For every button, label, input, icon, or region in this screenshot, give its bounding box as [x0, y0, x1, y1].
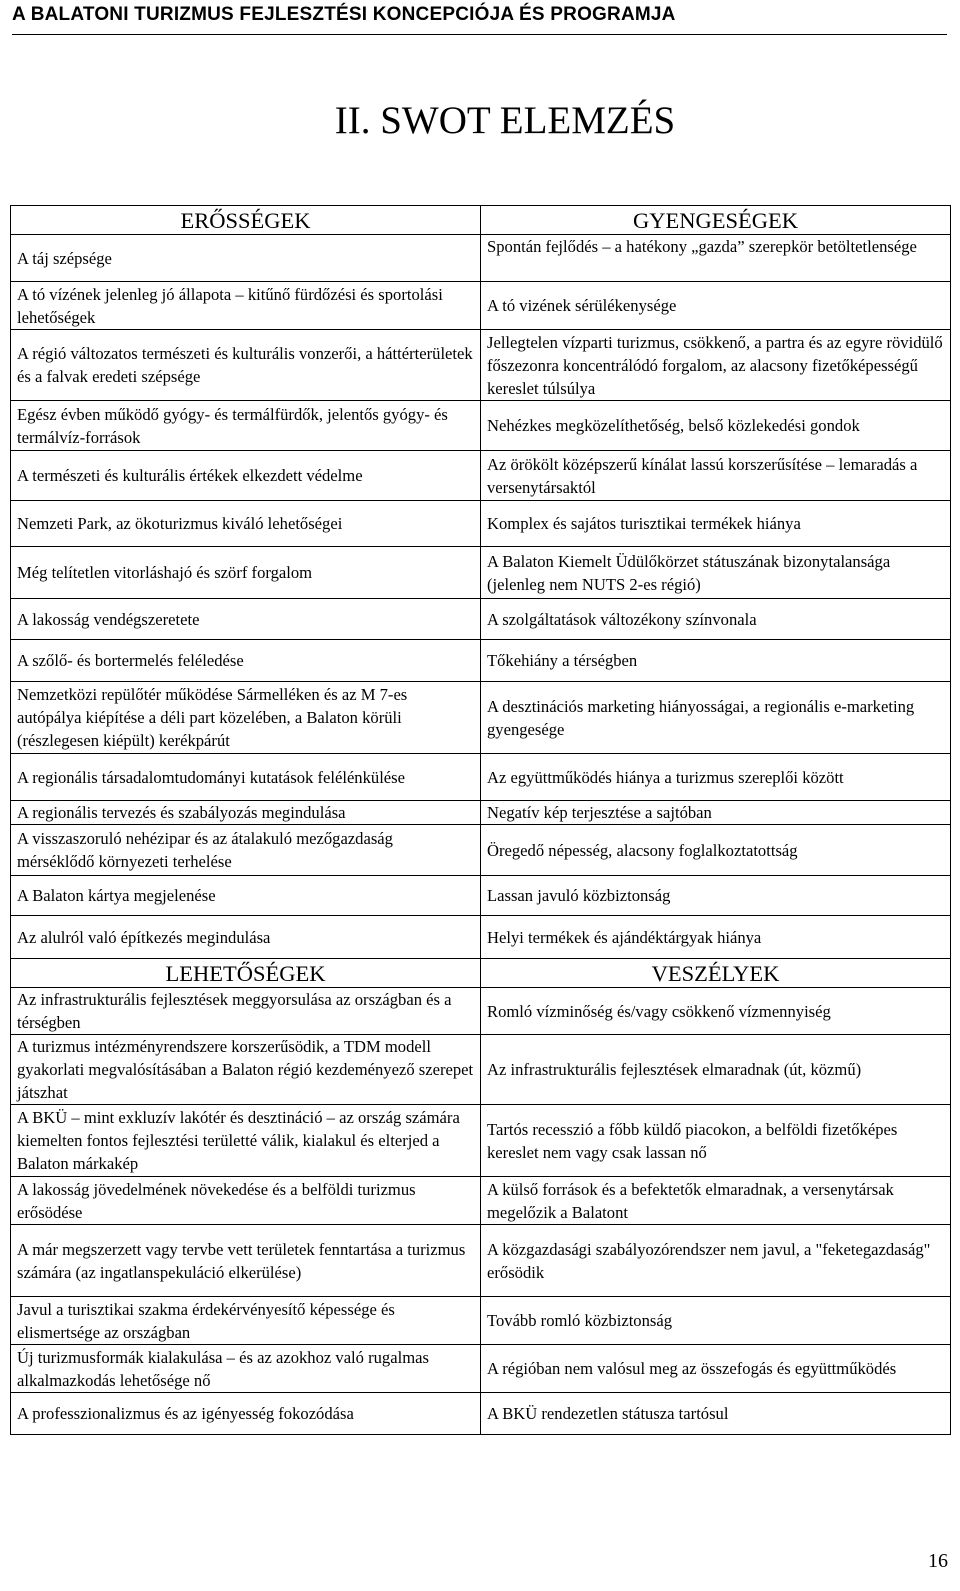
weakness-item: Nehézkes megközelíthetőség, belső közlekedési gondok [481, 401, 951, 451]
weakness-item: Helyi termékek és ajándéktárgyak hiánya [481, 916, 951, 959]
opportunity-item: A már megszerzett vagy tervbe vett területek fenntartása a turizmus számára (az ingatlanspekuláció elkerülése) [11, 1225, 481, 1297]
opportunity-item: A turizmus intézményrendszere korszerűsödik, a TDM modell gyakorlati megvalósításában a Balaton régió kezdeményező szerepet játszhat [11, 1035, 481, 1105]
strength-item: A Balaton kártya megjelenése [11, 876, 481, 916]
header-rule [12, 34, 947, 35]
threats-heading: VESZÉLYEK [481, 959, 951, 988]
weaknesses-heading: GYENGESÉGEK [481, 206, 951, 235]
strength-item: A természeti és kulturális értékek elkezdett védelme [11, 451, 481, 501]
threat-item: Romló vízminőség és/vagy csökkenő vízmennyiség [481, 988, 951, 1035]
weakness-item: A Balaton Kiemelt Üdülőkörzet státuszának bizonytalansága (jelenleg nem NUTS 2-es régió) [481, 547, 951, 599]
opportunities-heading: LEHETŐSÉGEK [11, 959, 481, 988]
opportunity-item: A professzionalizmus és az igényesség fokozódása [11, 1393, 481, 1435]
strength-item: Még telítetlen vitorláshajó és szörf forgalom [11, 547, 481, 599]
weakness-item: Az együttműködés hiánya a turizmus szereplői között [481, 754, 951, 801]
opportunity-item: A lakosság jövedelmének növekedése és a belföldi turizmus erősödése [11, 1177, 481, 1225]
opportunity-item: A BKÜ – mint exkluzív lakótér és desztináció – az ország számára kiemelten fontos fejlesztési területté válik, kialakul és elterjed a Balaton márkakép [11, 1105, 481, 1177]
weakness-item: Komplex és sajátos turisztikai termékek hiánya [481, 501, 951, 547]
weakness-item: Öregedő népesség, alacsony foglalkoztatottság [481, 825, 951, 876]
threat-item: Az infrastrukturális fejlesztések elmaradnak (út, közmű) [481, 1035, 951, 1105]
strength-item: A régió változatos természeti és kulturális vonzerői, a háttérterületek és a falvak eredeti szépsége [11, 330, 481, 401]
threat-item: A BKÜ rendezetlen státusza tartósul [481, 1393, 951, 1435]
strength-item: A táj szépsége [11, 235, 481, 282]
weakness-item: Lassan javuló közbiztonság [481, 876, 951, 916]
strength-item: A szőlő- és bortermelés feléledése [11, 640, 481, 682]
section-title: II. SWOT ELEMZÉS [334, 99, 676, 142]
weakness-item: Spontán fejlődés – a hatékony „gazda” szerepkör betöltetlensége [481, 235, 951, 282]
swot-table [10, 205, 951, 1435]
strengths-heading: ERŐSSÉGEK [11, 206, 481, 235]
opportunity-item: Az infrastrukturális fejlesztések meggyorsulása az országban és a térségben [11, 988, 481, 1035]
strength-item: A lakosság vendégszeretete [11, 599, 481, 640]
strength-item: A regionális társadalomtudományi kutatások felélénkülése [11, 754, 481, 801]
weakness-item: A tó vizének sérülékenysége [481, 282, 951, 330]
opportunity-item: Új turizmusformák kialakulása – és az azokhoz való rugalmas alkalmazkodás lehetősége nő [11, 1345, 481, 1393]
threat-item: A régióban nem valósul meg az összefogás és együttműködés [481, 1345, 951, 1393]
page-number: 16 [928, 1550, 948, 1572]
strength-item: Az alulról való építkezés megindulása [11, 916, 481, 959]
strength-item: A tó vízének jelenleg jó állapota – kitűnő fürdőzési és sportolási lehetőségek [11, 282, 481, 330]
weakness-item: Tőkehiány a térségben [481, 640, 951, 682]
strength-item: Egész évben működő gyógy- és termálfürdők, jelentős gyógy- és termálvíz-források [11, 401, 481, 451]
strength-item: A regionális tervezés és szabályozás megindulása [11, 801, 481, 825]
weakness-item: Az örökölt középszerű kínálat lassú korszerűsítése – lemaradás a versenytársaktól [481, 451, 951, 501]
threat-item: Tartós recesszió a főbb küldő piacokon, a belföldi fizetőképes kereslet nem vagy csak lassan nő [481, 1105, 951, 1177]
weakness-item: Negatív kép terjesztése a sajtóban [481, 801, 951, 825]
weakness-item: A desztinációs marketing hiányosságai, a regionális e-marketing gyengesége [481, 682, 951, 754]
strength-item: A visszaszoruló nehézipar és az átalakuló mezőgazdaság mérséklődő környezeti terhelése [11, 825, 481, 876]
weakness-item: Jellegtelen vízparti turizmus, csökkenő, a partra és az egyre rövidülő főszezonra koncentrálódó forgalom, az alacsony fizetőképességű kereslet túlsúlya [481, 330, 951, 401]
strength-item: Nemzeti Park, az ökoturizmus kiváló lehetőségei [11, 501, 481, 547]
threat-item: A külső források és a befektetők elmaradnak, a versenytársak megelőzik a Balatont [481, 1177, 951, 1225]
strength-item: Nemzetközi repülőtér működése Sármelléken és az M 7-es autópálya kiépítése a déli part közelében, a Balaton körüli (részlegesen kiépült) kerékpárút [11, 682, 481, 754]
threat-item: Tovább romló közbiztonság [481, 1297, 951, 1345]
running-header: A BALATONI TURIZMUS FEJLESZTÉSI KONCEPCIÓJA ÉS PROGRAMJA [12, 4, 676, 25]
opportunity-item: Javul a turisztikai szakma érdekérvényesítő képessége és elismertsége az országban [11, 1297, 481, 1345]
threat-item: A közgazdasági szabályozórendszer nem javul, a "feketegazdaság" erősödik [481, 1225, 951, 1297]
weakness-item: A szolgáltatások változékony színvonala [481, 599, 951, 640]
